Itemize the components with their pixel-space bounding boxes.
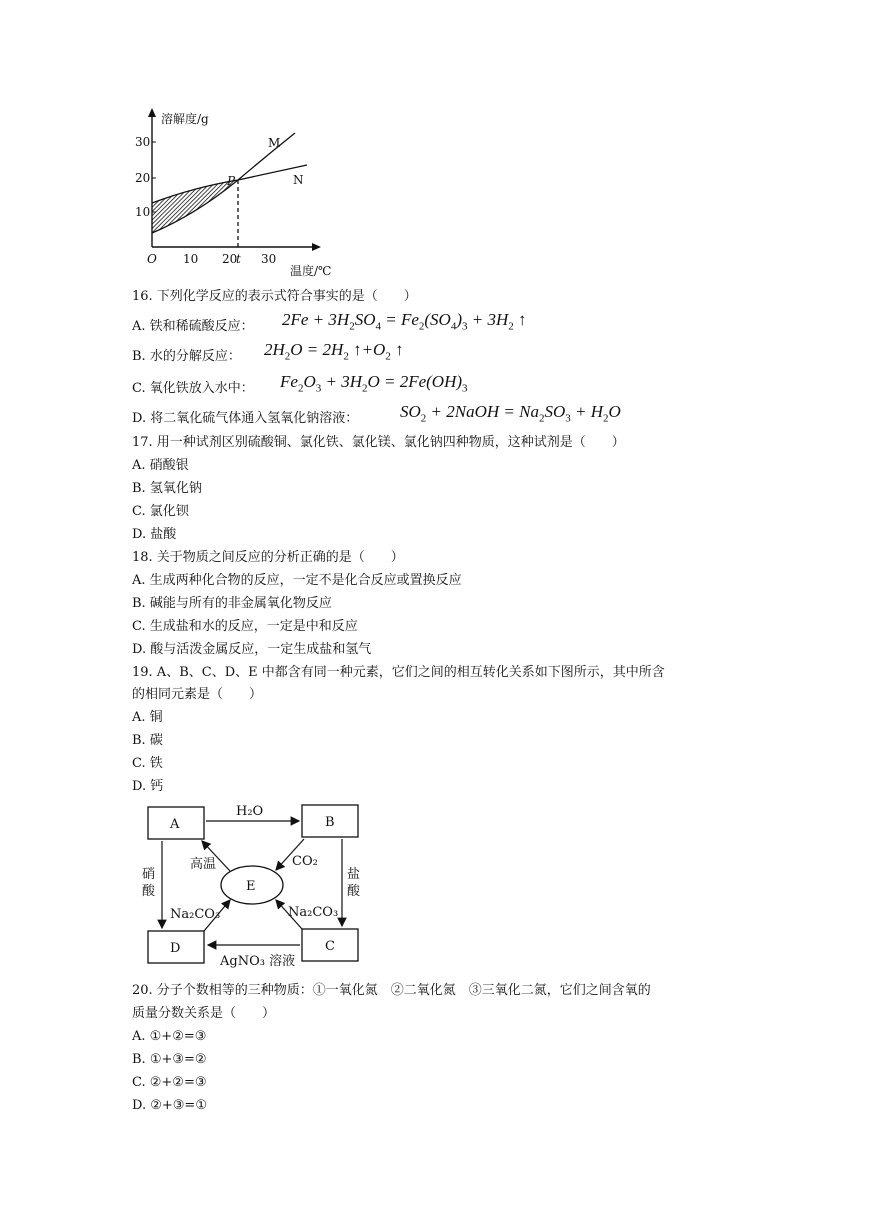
x-axis-arrow	[312, 243, 321, 251]
origin-label: O	[147, 252, 157, 266]
label-suan-left: 酸	[142, 884, 156, 899]
point-p-label: P	[227, 174, 236, 188]
q19-stem-line2: 的相同元素是（ ）	[132, 687, 263, 702]
solubility-chart	[135, 105, 335, 275]
label-xiao: 硝	[142, 867, 156, 882]
y-axis-label: 溶解度/g	[161, 112, 209, 126]
t-label: t	[236, 252, 241, 266]
label-a: A	[170, 817, 180, 832]
shaded-region	[152, 180, 238, 233]
q16-stem: 16. 下列化学反应的表示式符合事实的是（ ）	[132, 289, 417, 304]
q19-option-c: C. 铁	[132, 756, 163, 771]
q16-equation-c: $Fe_2O_3 + 3H_2O = 2Fe(OH)_3$	[280, 372, 468, 395]
q20-option-b: B. ①+③=②	[132, 1052, 207, 1067]
q17-stem: 17. 用一种试剂区别硫酸铜、氯化铁、氯化镁、氯化钠四种物质，这种试剂是（ ）	[132, 435, 625, 450]
q16-option-a: A. 铁和稀硫酸反应：	[132, 319, 254, 334]
q20-option-a: A. ①+②=③	[132, 1029, 207, 1044]
q18-option-c: C. 生成盐和水的反应，一定是中和反应	[132, 619, 358, 634]
q19-stem-line1: 19. A、B、C、D、E 中都含有同一种元素，它们之间的相互转化关系如下图所示，其中所含	[132, 665, 665, 680]
label-c: C	[325, 939, 335, 954]
curve-n-label: N	[293, 173, 304, 187]
q16-option-b: B. 水的分解反应：	[132, 349, 241, 364]
x-axis-label: 温度/℃	[290, 264, 332, 278]
label-gaowen: 高温	[190, 857, 217, 872]
q18-option-b: B. 碱能与所有的非金属氧化物反应	[132, 596, 332, 611]
q16-option-d: D. 将二氧化硫气体通入氢氧化钠溶液：	[132, 411, 359, 426]
label-b: B	[325, 815, 335, 830]
label-suan-right: 酸	[347, 884, 361, 899]
q19-option-a: A. 铜	[132, 710, 163, 725]
q20-stem-line1: 20. 分子个数相等的三种物质：①一氧化氮 ②二氧化氮 ③三氧化二氮，它们之间含氧的	[132, 983, 651, 998]
q16-option-c: C. 氧化铁放入水中：	[132, 381, 254, 396]
label-agno3: AgNO₃ 溶液	[220, 954, 296, 968]
q17-option-c: C. 氯化钡	[132, 504, 189, 519]
y-tick-20: 20	[135, 171, 151, 185]
label-d: D	[170, 941, 181, 956]
q19-option-b: B. 碳	[132, 733, 163, 748]
x-tick-30: 30	[261, 252, 277, 266]
q16-equation-b: $2H_2O = 2H_2$ $↑+O_2$ ↑	[264, 340, 404, 363]
q19-option-d: D. 钙	[132, 779, 164, 794]
q18-stem: 18. 关于物质之间反应的分析正确的是（ ）	[132, 550, 404, 565]
label-h2o: H₂O	[236, 804, 264, 819]
q20-option-c: C. ②+②=③	[132, 1075, 207, 1090]
x-tick-10: 10	[183, 252, 199, 266]
q18-option-a: A. 生成两种化合物的反应，一定不是化合反应或置换反应	[132, 573, 462, 588]
label-e: E	[246, 879, 256, 894]
curve-m-label: M	[268, 136, 281, 150]
y-tick-30: 30	[135, 135, 151, 149]
label-na2co3-left: Na₂CO₃	[170, 907, 221, 922]
q17-option-d: D. 盐酸	[132, 527, 177, 542]
y-tick-10: 10	[135, 205, 151, 219]
label-co2: CO₂	[292, 854, 318, 869]
conversion-diagram	[142, 803, 362, 968]
x-tick-20: 20	[222, 252, 238, 266]
q18-option-d: D. 酸与活泼金属反应，一定生成盐和氢气	[132, 642, 372, 657]
q16-equation-d: $SO_2$ + 2NaOH = $Na_2SO_3 + H_2O$	[400, 402, 621, 425]
q20-option-d: D. ②+③=①	[132, 1098, 207, 1113]
q17-option-b: B. 氢氧化钠	[132, 481, 202, 496]
q17-option-a: A. 硝酸银	[132, 458, 189, 473]
y-axis-arrow	[148, 108, 156, 117]
q16-equation-a: $2Fe + 3H_2SO_4 = Fe_2(SO_4)_3 + 3H_2$ ↑	[282, 310, 527, 333]
label-na2co3-right: Na₂CO₃	[288, 905, 339, 920]
q20-stem-line2: 质量分数关系是（ ）	[132, 1006, 276, 1021]
label-yan: 盐	[347, 867, 361, 882]
